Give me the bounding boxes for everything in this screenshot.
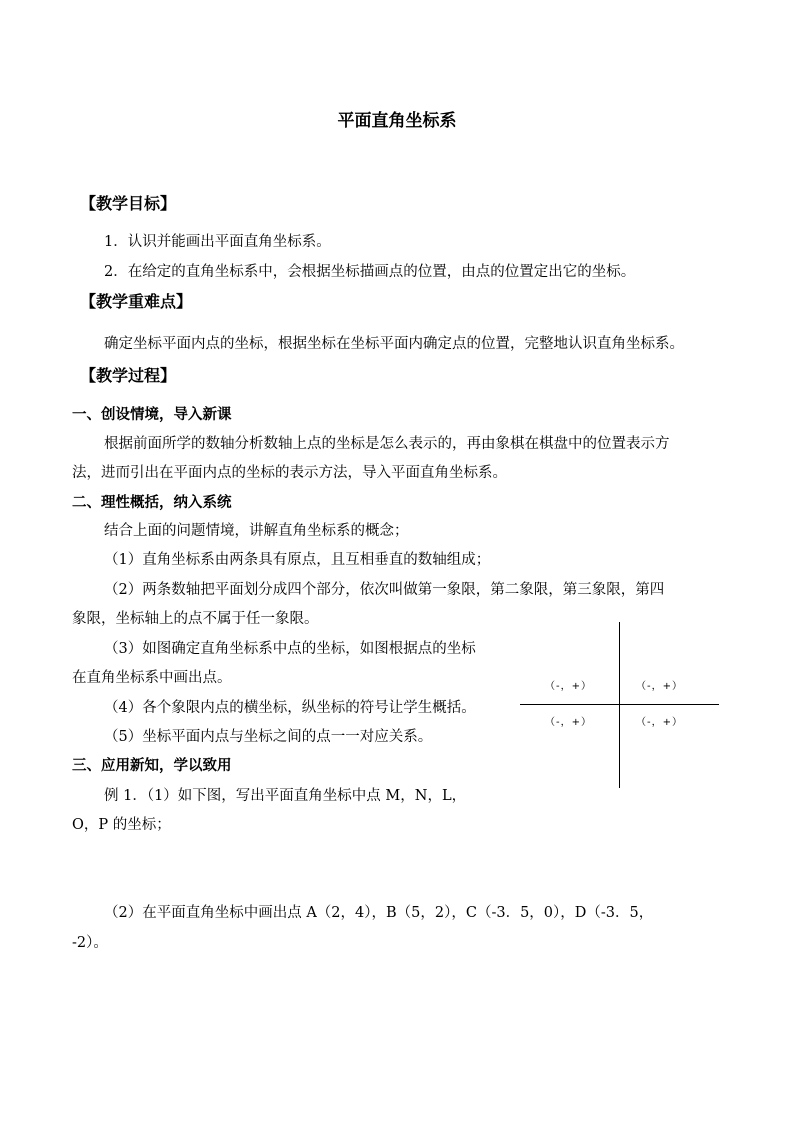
page-title: 平面直角坐标系 [337,111,457,131]
section-2-title: 二、理性概括，纳入系统 [72,495,232,511]
section-2-item-3-line-1: （3）如图确定直角坐标系中点的坐标，如图根据点的坐标 [104,641,476,657]
goal-item-2: 2．在给定的直角坐标系中，会根据坐标描画点的位置，由点的位置定出它的坐标。 [104,264,636,280]
section-1-para-line-2: 法，进而引出在平面内点的坐标的表示方法，导入平面直角坐标系。 [72,465,507,481]
x-axis-line [520,704,719,705]
process-heading: 【教学过程】 [80,366,177,385]
goal-item-1: 1．认识并能画出平面直角坐标系。 [104,234,331,250]
section-2-item-5: （5）坐标平面内点与坐标之间的点一一对应关系。 [104,729,433,745]
quadrant-sign-bottom-left: （-，+） [545,717,592,728]
section-2-item-2-line-2: 象限，坐标轴上的点不属于任一象限。 [72,611,319,627]
example-2-line-2: -2）。 [72,935,108,951]
quadrant-sign-top-right: （-，+） [636,681,683,692]
section-2-item-4: （4）各个象限内点的横坐标，纵坐标的符号让学生概括。 [104,700,476,716]
example-1-line-1: 例 1．（1）如下图，写出平面直角坐标中点 M，N，L， [104,788,467,804]
section-3-title: 三、应用新知，学以致用 [72,758,232,774]
key-points-heading: 【教学重难点】 [80,292,193,311]
example-1-line-2: O，P 的坐标； [72,817,171,833]
section-1-para-line-1: 根据前面所学的数轴分析数轴上点的坐标是怎么表示的，再由象棋在棋盘中的位置表示方 [104,436,670,452]
quadrant-sign-top-left: （-，+） [545,681,592,692]
key-points-text: 确定坐标平面内点的坐标，根据坐标在坐标平面内确定点的位置，完整地认识直角坐标系。 [104,336,684,352]
section-1-title: 一、创设情境，导入新课 [72,407,232,423]
quadrant-sign-bottom-right: （-，+） [636,717,683,728]
section-2-item-2-line-1: （2）两条数轴把平面划分成四个部分，依次叫做第一象限，第二象限，第三象限，第四 [104,582,665,598]
y-axis-line [619,622,620,788]
section-2-item-1: （1）直角坐标系由两条具有原点，且互相垂直的数轴组成； [104,552,491,568]
example-2-line-1: （2）在平面直角坐标中画出点 A（2，4），B（5，2），C（-3．5，0），D（-3．5， [104,905,654,921]
section-2-intro: 结合上面的问题情境，讲解直角坐标系的概念； [104,523,409,539]
section-2-item-3-line-2: 在直角坐标系中画出点。 [72,670,232,686]
goals-heading: 【教学目标】 [80,194,177,213]
